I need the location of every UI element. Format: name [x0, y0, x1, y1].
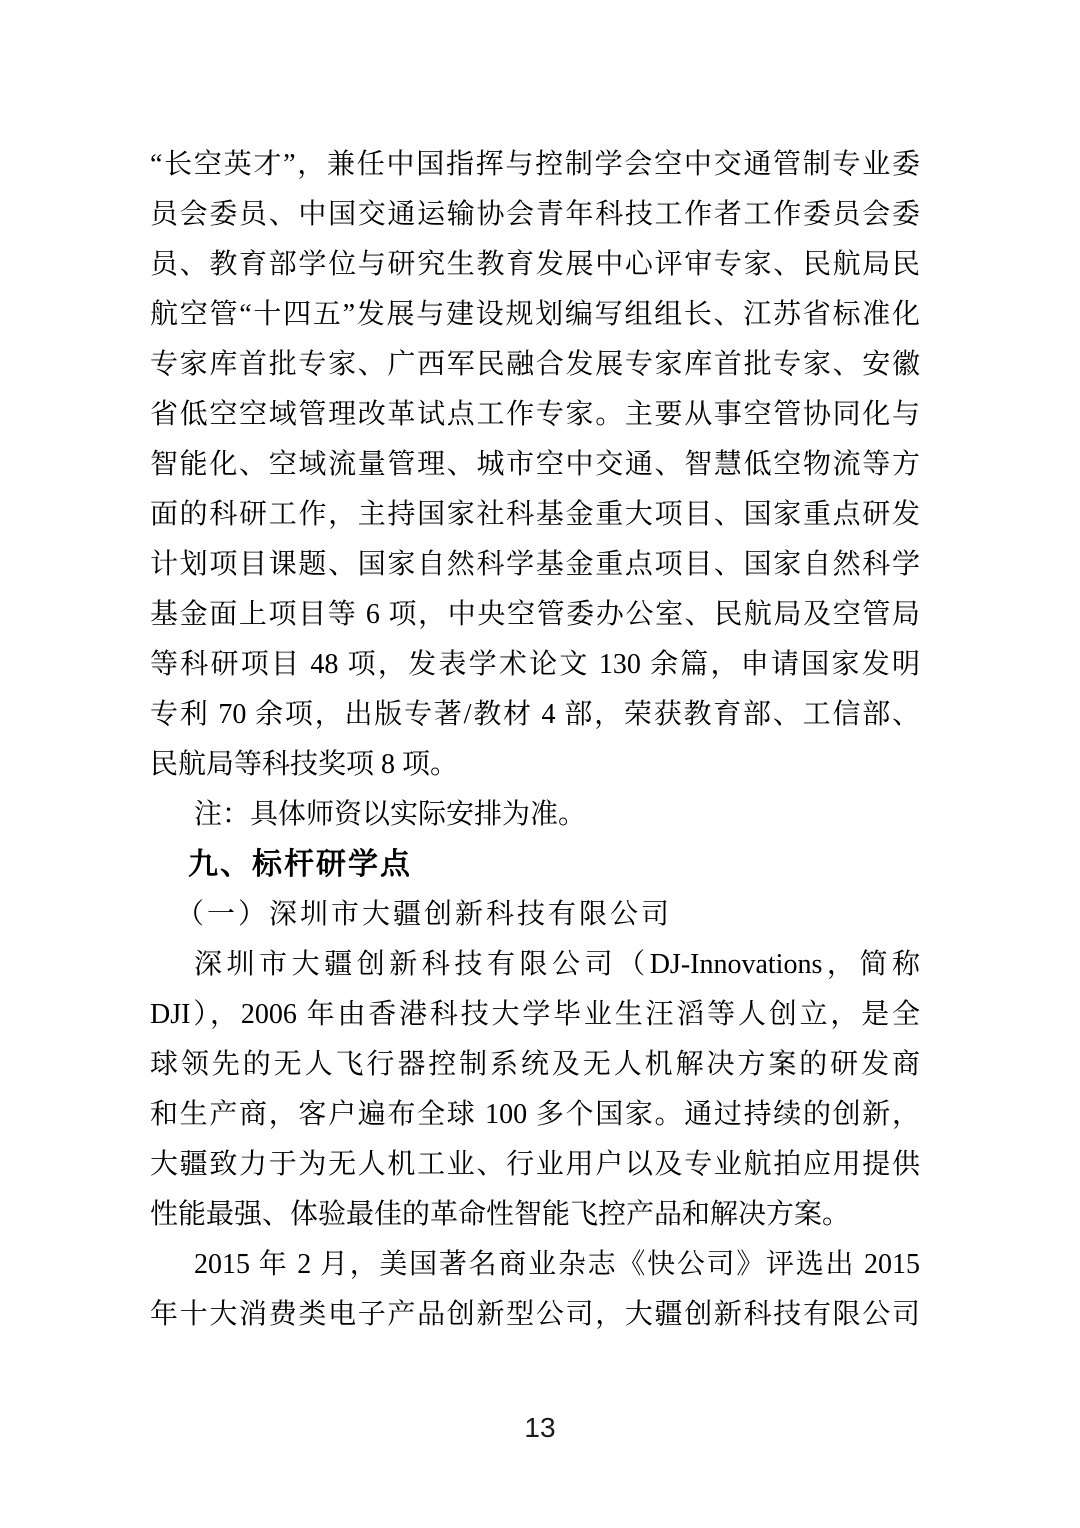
text-line: 等科研项目 48 项，发表学术论文 130 余篇，申请国家发明 — [150, 649, 920, 680]
text-line: 智能化、空域流量管理、城市空中交通、智慧低空物流等方 — [150, 449, 920, 480]
text-line: 性能最强、体验最佳的革命性智能飞控产品和解决方案。 — [150, 1199, 851, 1230]
text-line: 专家库首批专家、广西军民融合发展专家库首批专家、安徽 — [150, 349, 920, 380]
section-heading: 九、标杆研学点 — [188, 848, 412, 881]
text-line: “长空英才”，兼任中国指挥与控制学会空中交通管制专业委 — [150, 149, 920, 180]
text-line: 员、教育部学位与研究生教育发展中心评审专家、民航局民 — [150, 249, 920, 280]
text-line: 省低空空域管理改革试点工作专家。主要从事空管协同化与 — [150, 399, 920, 430]
text-line: 注：具体师资以实际安排为准。 — [194, 799, 587, 830]
text-line: 2015 年 2 月，美国著名商业杂志《快公司》评选出 2015 — [194, 1249, 920, 1280]
text-line: 民航局等科技奖项 8 项。 — [150, 749, 459, 780]
text-line: 航空管“十四五”发展与建设规划编写组组长、江苏省标准化 — [150, 299, 920, 330]
subsection-heading: （一）深圳市大疆创新科技有限公司 — [176, 899, 673, 930]
text-line: 专利 70 余项，出版专著/教材 4 部，荣获教育部、工信部、 — [150, 699, 920, 730]
text-line: DJI），2006 年由香港科技大学毕业生汪滔等人创立，是全 — [150, 999, 920, 1030]
text-line: 和生产商，客户遍布全球 100 多个国家。通过持续的创新， — [150, 1099, 920, 1130]
text-line: 球领先的无人飞行器控制系统及无人机解决方案的研发商 — [150, 1049, 920, 1080]
text-line: 深圳市大疆创新科技有限公司（DJ-Innovations，简称 — [194, 949, 920, 980]
text-line: 计划项目课题、国家自然科学基金重点项目、国家自然科学 — [150, 549, 920, 580]
text-line: 员会委员、中国交通运输协会青年科技工作者工作委员会委 — [150, 199, 920, 230]
text-line: 年十大消费类电子产品创新型公司，大疆创新科技有限公司 — [150, 1299, 920, 1330]
page-number: 13 — [524, 1412, 556, 1443]
text-line: 面的科研工作，主持国家社科基金重大项目、国家重点研发 — [150, 499, 920, 530]
document-body — [150, 140, 920, 1340]
text-line: 基金面上项目等 6 项，中央空管委办公室、民航局及空管局 — [150, 599, 920, 630]
text-line: 大疆致力于为无人机工业、行业用户以及专业航拍应用提供 — [150, 1149, 920, 1180]
